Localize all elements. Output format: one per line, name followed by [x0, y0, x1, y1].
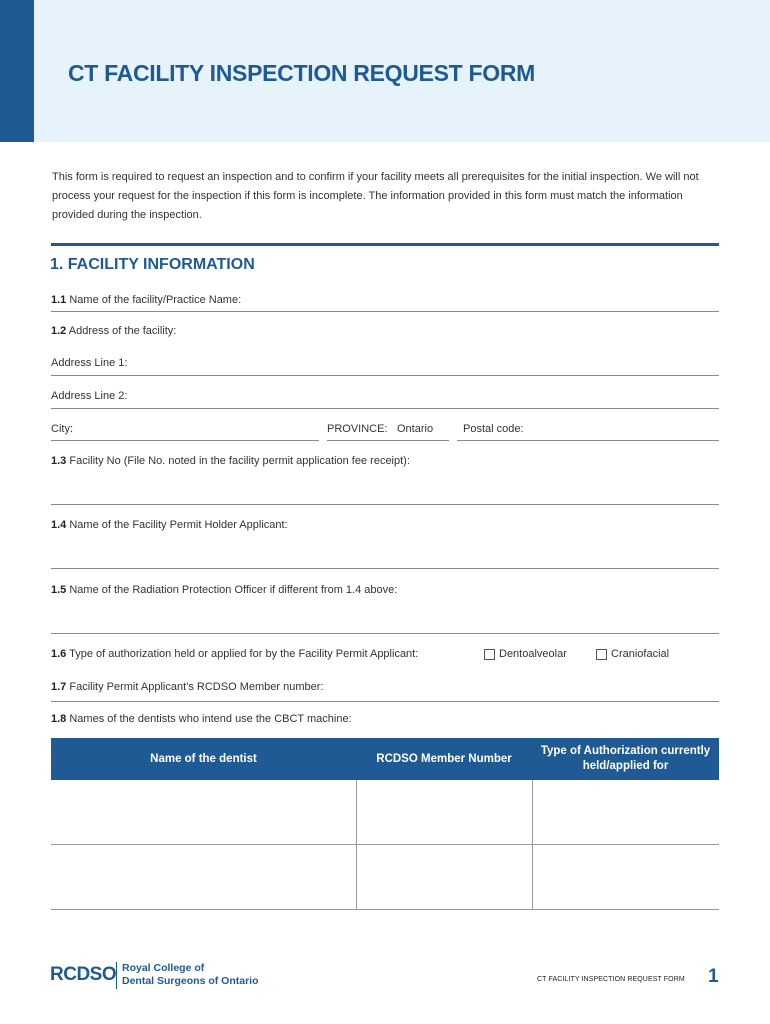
section-heading-facility-information: 1. FACILITY INFORMATION [50, 256, 255, 273]
field-number: 1.5 [51, 584, 67, 596]
header-accent-bar [0, 0, 34, 142]
table-cell-member-number[interactable] [356, 845, 532, 910]
dentoalveolar-label: Dentoalveolar [499, 648, 567, 660]
field-authorization-type-label [51, 648, 418, 660]
province-label: PROVINCE: [327, 423, 388, 435]
province-value: Ontario [397, 423, 434, 435]
permit-holder-input-line[interactable] [51, 568, 719, 569]
field-number: 1.6 [51, 648, 67, 660]
craniofacial-checkbox[interactable] [596, 649, 607, 660]
radiation-officer-input-line[interactable] [51, 633, 719, 634]
field-label: Name of the facility/Practice Name: [69, 294, 242, 306]
table-cell-dentist-name[interactable] [51, 780, 356, 845]
field-facility-name-label [51, 294, 241, 306]
table-header-dentist-name: Name of the dentist [51, 738, 356, 780]
craniofacial-label: Craniofacial [611, 648, 670, 660]
field-label: Name of the Radiation Protection Officer if different from 1.4 above: [69, 584, 398, 596]
field-number: 1.8 [51, 713, 67, 725]
postal-code-input-line[interactable] [457, 440, 719, 441]
logo-acronym: RCDSO [50, 964, 117, 985]
field-label: Address of the facility: [68, 325, 177, 337]
footer-form-title: CT FACILITY INSPECTION REQUEST FORM [537, 976, 685, 983]
address-line2-label: Address Line 2: [51, 390, 128, 402]
page-number: 1 [708, 966, 719, 987]
field-label: Type of authorization held or applied for by the Facility Permit Applicant: [69, 648, 419, 660]
dentists-table [51, 738, 719, 910]
table-row [51, 780, 719, 845]
field-dentists-label [51, 713, 352, 725]
address-line1-input-line[interactable] [51, 375, 719, 376]
province-input-line [327, 440, 449, 441]
intro-paragraph: This form is required to request an inspection and to confirm if your facility meets all prerequisites for the initial inspection. We will not process your request for the inspection if this form is incomplete. The information provided in this form must match the information provided during the inspection. [52, 171, 699, 221]
table-row [51, 845, 719, 910]
form-title: CT FACILITY INSPECTION REQUEST FORM [68, 60, 535, 86]
field-permit-holder-label [51, 519, 288, 531]
address-line2-input-line[interactable] [51, 408, 719, 409]
field-number: 1.4 [51, 519, 67, 531]
table-header-authorization-type: Type of Authorization currently held/applied for [532, 738, 719, 780]
logo-line2: Dental Surgeons of Ontario [122, 975, 259, 987]
table-cell-dentist-name[interactable] [51, 845, 356, 910]
field-label: Names of the dentists who intend use the CBCT machine: [69, 713, 352, 725]
city-input-line[interactable] [51, 440, 319, 441]
table-cell-authorization-type[interactable] [532, 845, 719, 910]
dentoalveolar-checkbox[interactable] [484, 649, 495, 660]
table-header-row [51, 738, 719, 780]
logo-divider [116, 962, 117, 989]
logo-line1: Royal College of [122, 962, 205, 974]
section-divider [51, 243, 719, 246]
city-label: City: [51, 423, 73, 435]
field-number: 1.7 [51, 681, 67, 693]
member-number-input-line[interactable] [51, 701, 719, 702]
field-member-number-label [51, 681, 323, 693]
facility-name-input-line[interactable] [51, 311, 719, 312]
postal-code-label: Postal code: [463, 423, 524, 435]
address-line1-label: Address Line 1: [51, 357, 128, 369]
field-number: 1.3 [51, 455, 67, 467]
table-header-member-number: RCDSO Member Number [356, 738, 532, 780]
table-cell-authorization-type[interactable] [532, 780, 719, 845]
logo-full-name [122, 962, 259, 988]
field-label: Facility Permit Applicant’s RCDSO Member number: [69, 681, 324, 693]
field-facility-no-label [51, 455, 410, 467]
table-cell-member-number[interactable] [356, 780, 532, 845]
field-number: 1.2 [51, 325, 67, 337]
field-label: Facility No (File No. noted in the facility permit application fee receipt): [69, 455, 410, 467]
field-address-label [51, 325, 176, 337]
field-label: Name of the Facility Permit Holder Applicant: [69, 519, 288, 531]
field-radiation-officer-label [51, 584, 397, 596]
facility-no-input-line[interactable] [51, 504, 719, 505]
field-number: 1.1 [51, 294, 67, 306]
